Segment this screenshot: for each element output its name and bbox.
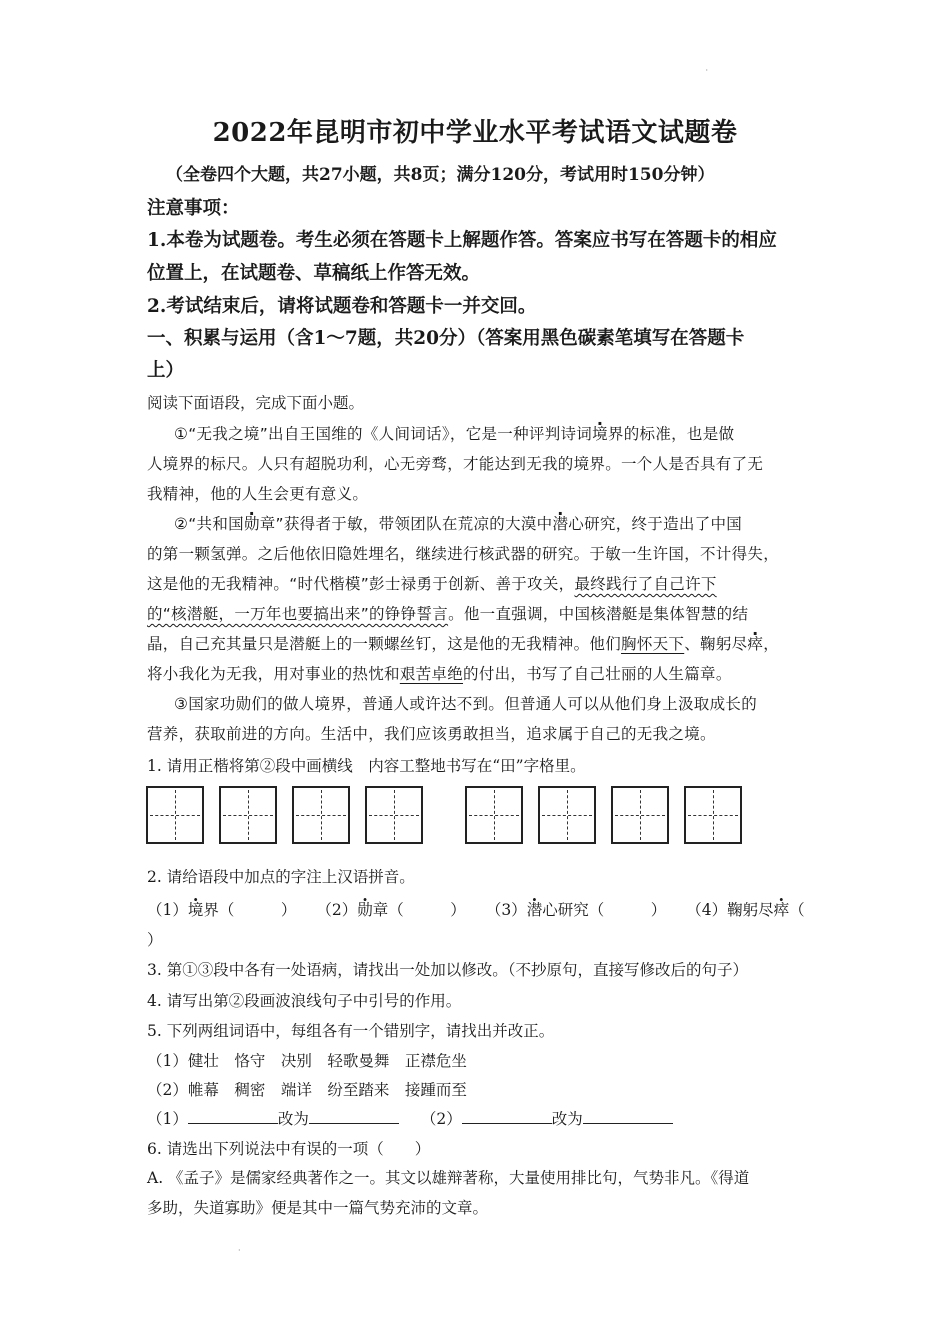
wavy-underline-text: 的“核潜艇，一万年也要搞出来”的铮铮誓言 [147, 605, 449, 623]
pinyin-blank-1[interactable]: 界（ ） [203, 901, 297, 919]
question-6: 6. 请选出下列说法中有误的一项（ ） [147, 1140, 431, 1158]
question-5-answers: （1） 改为 （2） 改为 [147, 1107, 673, 1129]
question-3: 3. 第①③段中各有一处语病，请找出一处加以修改。（不抄原句，直接写修改后的句子） [147, 961, 748, 979]
passage-p1-line1: ①“无我之境”出自王国维的《人间词话》，它是一种评判诗词境界的标准，也是做 [174, 425, 735, 443]
answer-blank[interactable] [462, 1109, 552, 1124]
notice-heading: 注意事项： [147, 198, 240, 219]
tian-grid-cell[interactable] [611, 786, 669, 844]
passage-p2-line6: 将小我化为无我，用对事业的热忱和艰苦卓绝的付出，书写了自己壮丽的人生篇章。 [147, 665, 732, 683]
passage-p2-line5: 晶，自己充其量只是潜艇上的一颗螺丝钉，这是他的无我精神。他们胸怀天下、鞠躬尽瘁， [147, 635, 780, 653]
dotted-char-qian: 潜 [552, 515, 569, 533]
notice-item-1b: 位置上，在试题卷、草稿纸上作答无效。 [147, 263, 481, 284]
scan-mark: · [238, 1246, 241, 1255]
pinyin-blank-3[interactable]: 心研究（ ） [542, 901, 667, 919]
passage-p3-line2: 营养，获取前进的方向。生活中，我们应该勇敢担当，追求属于自己的无我之境。 [147, 725, 716, 743]
passage-p2-line4: 的“核潜艇，一万年也要搞出来”的铮铮誓言。他一直强调，中国核潜艇是集体智慧的结 [147, 605, 749, 623]
section-heading-b: 上） [147, 360, 185, 381]
passage-p2-line2: 的第一颗氢弹。之后他依旧隐姓埋名，继续进行核武器的研究。于敏一生许国，不计得失， [147, 545, 780, 563]
passage-p3-line1: ③国家功勋们的做人境界，普通人或许达不到。但普通人可以从他们身上汲取成长的 [174, 695, 757, 713]
passage-p2-line1: ②“共和国勋章”获得者于敏，带领团队在荒凉的大漠中潜心研究，终于造出了中国 [174, 515, 743, 533]
notice-item-2: 2.考试结束后，请将试题卷和答题卡一并交回。 [147, 296, 537, 317]
tian-grid-cell[interactable] [465, 786, 523, 844]
tian-grid-cell[interactable] [365, 786, 423, 844]
tian-grid-row [146, 786, 756, 826]
wavy-underline-text: 最终践行了自己许下 [574, 575, 717, 593]
notice-item-1a: 1.本卷为试题卷。考生必须在答题卡上解题作答。答案应书写在答题卡的相应 [147, 230, 777, 251]
question-1: 1. 请用正楷将第②段中画横线 内容工整地书写在“田”字格里。 [147, 757, 586, 775]
section-heading-a: 一、积累与运用（含1～7题，共20分）（答案用黑色碳素笔填写在答题卡 [147, 328, 745, 349]
question-2: 2. 请给语段中加点的字注上汉语拼音。 [147, 868, 415, 886]
pinyin-blank-4[interactable]: （ [789, 901, 805, 919]
dotted-char-xun: 勋 [243, 515, 260, 533]
tian-grid-cell[interactable] [538, 786, 596, 844]
pinyin-blank-2[interactable]: 章（ ） [372, 901, 466, 919]
question-6-option-a-line2: 多助，失道寡助》便是其中一篇气势充沛的文章。 [147, 1199, 489, 1217]
dotted-char-cui: 瘁 [747, 635, 764, 653]
question-6-option-a-line1: A. 《孟子》是儒家经典著作之一。其文以雄辩著称，大量使用排比句，气势非凡。《得道 [147, 1169, 750, 1187]
passage-p1-line3: 我精神，他的人生会更有意义。 [147, 485, 369, 503]
underlined-text: 艰苦卓绝 [399, 665, 464, 683]
question-2-close: ） [147, 931, 163, 949]
question-5-group-2: （2）帷幕 稠密 端详 纷至踏来 接踵而至 [147, 1081, 467, 1099]
question-4: 4. 请写出第②段画波浪线句子中引号的作用。 [147, 992, 462, 1010]
question-5-group-1: （1）健壮 恪守 决别 轻歌曼舞 正襟危坐 [147, 1052, 467, 1070]
passage-p1-line2: 人境界的标尺。人只有超脱功利，心无旁骛，才能达到无我的境界。一个人是否具有了无 [147, 455, 764, 473]
passage-p2-line3: 这是他的无我精神。“时代楷模”彭士禄勇于创新、善于攻关，最终践行了自己许下 [147, 575, 717, 593]
answer-blank[interactable] [583, 1109, 673, 1124]
tian-grid-cell[interactable] [146, 786, 204, 844]
question-2-items: （1）境界（ ） （2）勋章（ ） （3）潜心研究（ ） （4）鞠躬尽瘁（ [147, 901, 805, 919]
reading-intro: 阅读下面语段，完成下面小题。 [147, 394, 365, 412]
dotted-char-jing: 境 [592, 425, 608, 443]
underlined-text: 胸怀天下 [621, 635, 685, 653]
tian-grid-cell[interactable] [219, 786, 277, 844]
page-title: 2022年昆明市初中学业水平考试语文试题卷 [212, 118, 738, 148]
question-5: 5. 下列两组词语中，每组各有一个错别字，请找出并改正。 [147, 1022, 555, 1040]
answer-blank[interactable] [309, 1109, 399, 1124]
tian-grid-cell[interactable] [684, 786, 742, 844]
answer-blank[interactable] [188, 1109, 278, 1124]
exam-subtitle: （全卷四个大题，共27小题，共8页；满分120分，考试用时150分钟） [166, 165, 715, 185]
scan-mark: · [705, 66, 708, 75]
tian-grid-cell[interactable] [292, 786, 350, 844]
